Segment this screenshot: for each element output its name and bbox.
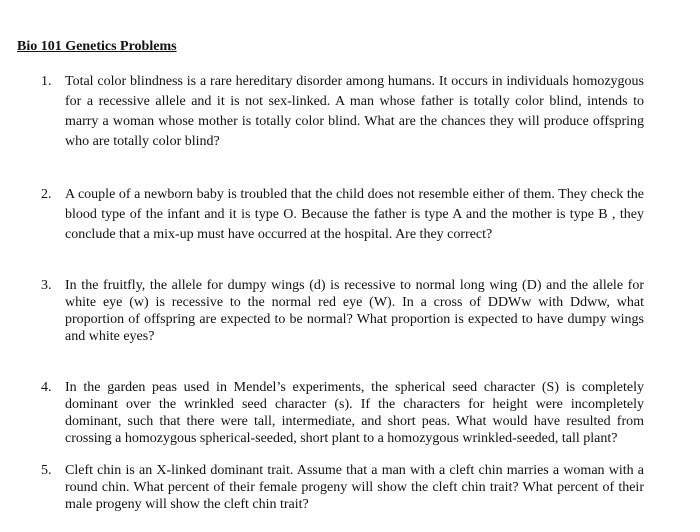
document-title: Bio 101 Genetics Problems	[17, 39, 177, 54]
problem-number: 2.	[41, 187, 52, 202]
problem-2	[0, 185, 700, 245]
problem-4	[0, 379, 700, 447]
problem-text: In the fruitfly, the allele for dumpy wings (d) is recessive to normal long wing (D) and the allele for white eye (w) is recessive to the normal red eye (W). In a cross of DDWw with Ddww, what proportion of offspring are expected to be normal? What proportion is expected to have dumpy wings and white eyes?	[65, 278, 644, 344]
problem-number: 3.	[41, 278, 52, 293]
problem-number: 1.	[41, 74, 52, 89]
problem-number: 4.	[41, 380, 52, 395]
problem-3	[0, 277, 700, 345]
problem-list	[0, 72, 700, 513]
problem-text: Total color blindness is a rare hereditary disorder among humans. It occurs in individuals homozygous for a recessive allele and it is not sex-linked. A man whose father is totally color blind, intends to marry a woman whose mother is totally color blind. What are the chances they will produce offspring who are totally color blind?	[65, 74, 644, 149]
problem-text: Cleft chin is an X-linked dominant trait. Assume that a man with a cleft chin marries a woman with a round chin. What percent of their female progeny will show the cleft chin trait? What percent of their male progeny will show the cleft chin trait?	[65, 463, 644, 512]
problem-5	[0, 462, 700, 513]
problem-text: A couple of a newborn baby is troubled that the child does not resemble either of them. They check the blood type of the infant and it is type O. Because the father is type A and the mother is type B , they conclude that a mix-up must have occurred at the hospital. Are they correct?	[65, 187, 644, 242]
problem-number: 5.	[41, 463, 52, 478]
problem-1	[0, 72, 700, 152]
problem-text: In the garden peas used in Mendel’s experiments, the spherical seed character (S) is completely dominant over the wrinkled seed character (s). If the characters for height were incompletely dominant, such that there were tall, intermediate, and short peas. What would have resulted from crossing a homozygous spherical-seeded, short plant to a homozygous wrinkled-seeded, tall plant?	[65, 380, 644, 446]
